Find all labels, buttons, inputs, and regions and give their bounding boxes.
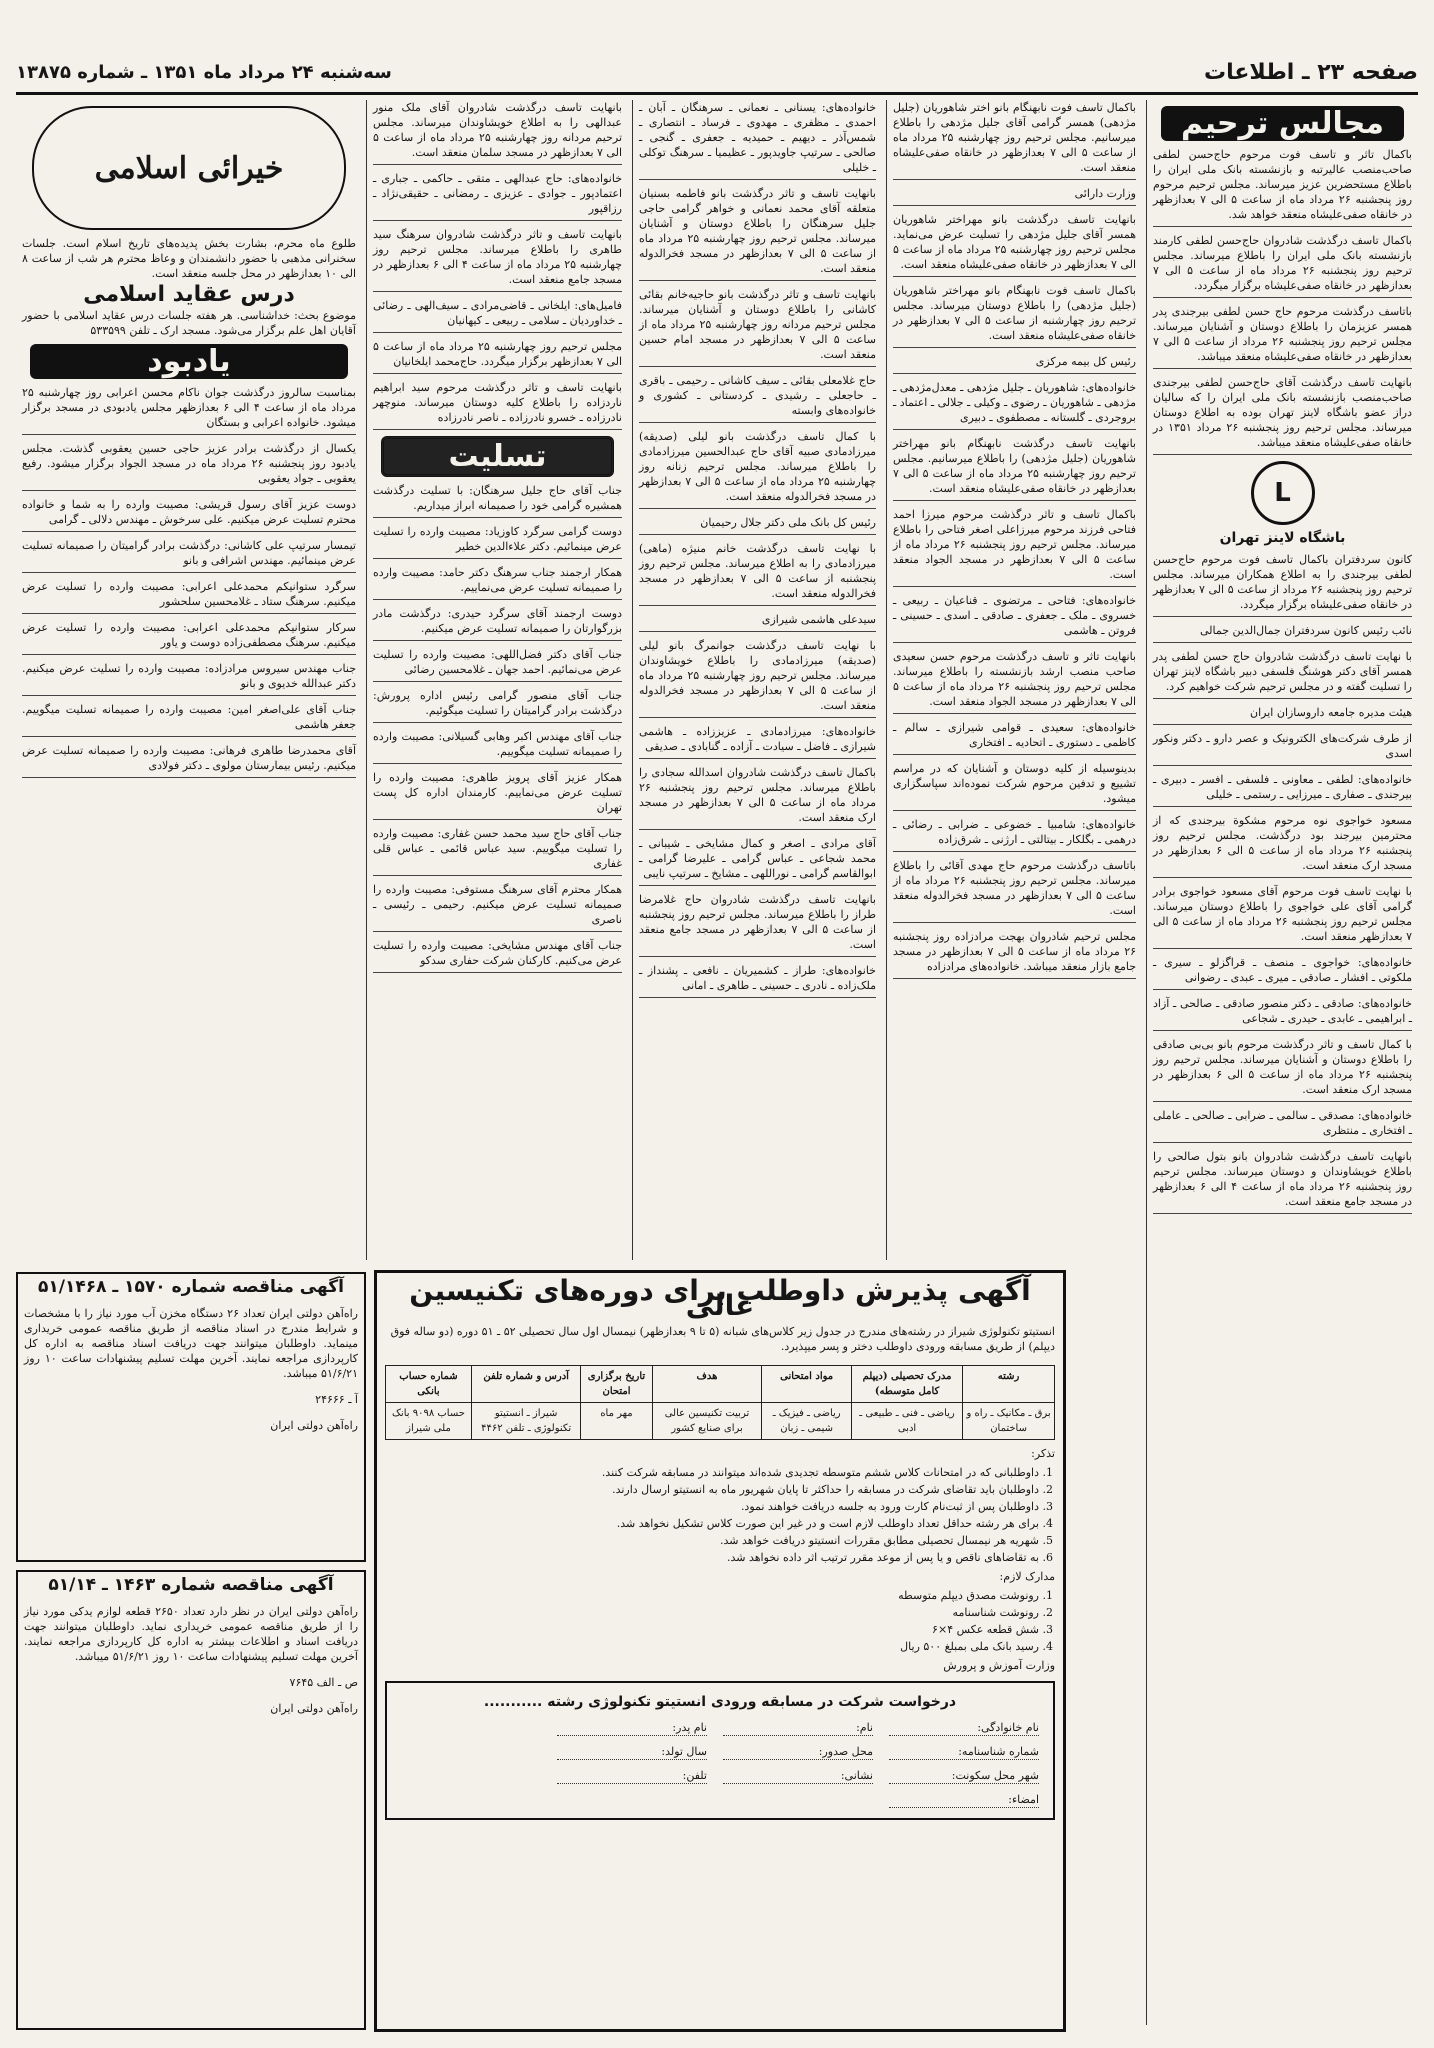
- obituary-notice: با کمال تاسف درگذشت بانو لیلی (صدیقه) میرزادمادی صبیه آقای حاج عبدالحسین میرزادمادی را باطلاع میرساند. مجلس ترحیم زنانه روز چهارشنبه ۲۵ مرداد ماه از ساعت ۵ الی ۷ بعدازظهر در مسجد فخرالدوله منعقد است.: [639, 429, 876, 509]
- notes-list: [385, 1465, 1039, 1565]
- condolence-notice: جناب آقای حاج جلیل سرهنگان: با تسلیت درگذشت همشیره گرامی خود را صمیمانه ابراز میداریم.: [373, 483, 622, 518]
- form-field[interactable]: نام:: [723, 1720, 873, 1736]
- table-row: [386, 1403, 1055, 1440]
- table-header: مدرک تحصیلی (دیپلم کامل متوسطه): [851, 1366, 962, 1403]
- table-cell: برق ـ مکانیک ـ راه و ساختمان: [963, 1403, 1055, 1440]
- obituary-notice: باکمال تاثر و تاسف فوت مرحوم حاج‌حسن لطفی صاحب‌منصب عالیرتبه و بازنشسته بانک ملی ایران را باطلاع مستحضرین عزیز میرساند. مجلس ترحیم مرحوم روز پنجشنبه ۲۶ مرداد ماه از ساعت ۵ الی ۷ بعدازظهر در خانقاه صفی‌علیشاه منعقد خواهد شد.: [1153, 147, 1412, 227]
- obituary-notice: خانواده‌های: لطفی ـ معاونی ـ فلسفی ـ افسر ـ دبیری ـ بیرجندی ـ صفاری ـ میرزایی ـ رستمی ـ خلیلی: [1153, 772, 1412, 807]
- condolence-notice: دوست ارجمند آقای سرگرد حیدری: درگذشت مادر بزرگوارتان را صمیمانه تسلیت عرض میکنیم.: [373, 606, 622, 641]
- page-number: صفحه ۲۳ ـ اطلاعات: [1203, 59, 1418, 85]
- form-field[interactable]: محل صدور:: [723, 1744, 873, 1760]
- condolence-list: [373, 483, 622, 973]
- memorial-notice: دوست عزیز آقای رسول قریشی: مصیبت وارده را به شما و خانواده محترم تسلیت عرض میکنیم. علی سرخوش ـ مهندس دلالی ـ گرامی: [22, 497, 356, 532]
- obituary-notice: آقای مرادی ـ اصغر و کمال مشایخی ـ شیبانی ـ محمد شجاعی ـ عباس گرامی ـ علیرضا گرامی ـ ابوالقاسم گرامی ـ نوراللهی ـ مشایخ ـ سرتیپ نایبی: [639, 836, 876, 886]
- form-field[interactable]: شماره شناسنامه:: [889, 1744, 1039, 1760]
- ad-table: [385, 1365, 1055, 1440]
- issue-date: سه‌شنبه ۲۴ مرداد ماه ۱۳۵۱ ـ شماره ۱۳۸۷۵: [16, 61, 392, 83]
- obituary-list: [639, 100, 876, 998]
- obituary-notice: خانواده‌های: خواجوی ـ منصف ـ قراگزلو ـ سیری ـ ملکوتی ـ افشار ـ صادقی ـ میری ـ عبدی ـ رضوانی: [1153, 955, 1412, 990]
- column-1: [1146, 100, 1418, 2025]
- note-item: 2. داوطلبان باید تقاضای شرکت در مسابقه را حداکثر تا پایان شهریور ماه به انستیتو ارسال دارند.: [385, 1482, 1039, 1497]
- condolence-notice: همکار محترم آقای سرهنگ مستوفی: مصیبت وارده را صمیمانه تسلیت عرض میکنیم. رحیمی ـ رئیسی ـ ناصری: [373, 882, 622, 932]
- column-5: [16, 100, 362, 1260]
- obituary-notice: خانواده‌های: شامبیا ـ خضوعی ـ ضرابی ـ رضائی ـ درهمی ـ بگلکار ـ بیتالتی ـ ارژنی ـ شرق‌زاده: [893, 817, 1136, 852]
- obituary-notice: بانهایت تاسف درگذشت نابهنگام بانو مهراختر شاهوریان (جلیل مژدهی) را باطلاع میرسانیم. مجلس ترحیم روز چهارشنبه ۲۵ مرداد ماه از ساعت ۵ الی ۷ بعدازظهر در خانقاه صفی‌علیشاه منعقد است.: [893, 436, 1136, 501]
- obituary-notice: رئیس کل بیمه مرکزی: [893, 354, 1136, 374]
- sub-banner: درس عقاید اسلامی: [83, 282, 295, 307]
- note-item: 6. به تقاضاهای ناقص و یا پس از موعد مقرر ترتیب اثر داده نخواهد شد.: [385, 1550, 1039, 1565]
- form-field[interactable]: شهر محل سکونت:: [889, 1768, 1039, 1784]
- ad-signature: وزارت آموزش و پرورش: [943, 1659, 1055, 1672]
- obituary-notice: بدینوسیله از کلیه دوستان و آشنایان که در مراسم تشییع و تدفین مرحوم شرکت نموده‌اند سپاسگزاری میشود.: [893, 761, 1136, 811]
- tender-notice-1: [16, 1272, 366, 1562]
- condolence-notice: جناب آقای دکتر فضل‌اللهی: مصیبت وارده را تسلیت عرض می‌نمائیم. احمد جهان ـ غلامحسین رضائی: [373, 647, 622, 682]
- condolence-notice: جناب آقای حاج سید محمد حسن غفاری: مصیبت وارده را تسلیت میگوییم. سید عباس قائمی ـ عباس قلی غفاری: [373, 826, 622, 876]
- condolence-notice: دوست گرامی سرگرد کاوزیاد: مصیبت وارده را تسلیت عرض مینمائیم. دکتر علاءالدین خطیر: [373, 524, 622, 559]
- notes-title: تذکر:: [1031, 1447, 1055, 1460]
- sermon-intro: طلوع ماه محرم، بشارت بخش پدیده‌های تاریخ اسلام است. جلسات سخنرانی مذهبی با حضور دانشمندان و وعاظ محترم هر شب از ساعت ۸ الی ۱۰ بعدازظهر در محل جلسه منعقد است.: [22, 237, 356, 280]
- obituary-notice: کانون سردفتران باکمال تاسف فوت مرحوم حاج‌حسن لطفی بیرجندی را به اطلاع همکاران میرساند. مجلس ترحیم روز پنجشنبه ۲۶ مرداد از ساعت ۵ الی ۷ بعدازظهر در خانقاه صفی‌علیشاه برگزار میگردد.: [1153, 552, 1412, 617]
- memorial-notice: یکسال از درگذشت برادر عزیز حاجی حسین یعقوبی گذشت. مجلس یادبود روز پنجشنبه ۲۶ مرداد ماه در مسجد الجواد برگزار میشود. رفیع یعقوبی ـ جواد یعقوبی: [22, 441, 356, 491]
- obituary-notice: با نهایت تاسف فوت مرحوم آقای مسعود خواجوی برادر گرامی آقای علی خواجوی را باطلاع دوستان میرساند. مجلس ترحیم روز پنجشنبه ۲۶ مرداد ماه از ساعت ۵ الی ۷ بعدازظهر منعقد است.: [1153, 884, 1412, 949]
- table-cell: مهر ماه: [581, 1403, 652, 1440]
- condolence-notice: جناب آقای مهندس مشایخی: مصیبت وارده را تسلیت عرض می‌کنیم. کارکنان شرکت حفاری سدکو: [373, 938, 622, 973]
- form-field[interactable]: نام خانوادگی:: [889, 1720, 1039, 1736]
- obituary-notice: بانهایت تاسف درگذشت بانو مهراختر شاهوریان همسر آقای جلیل مژدهی را تسلیت عرض می‌نماید. مجلس ترحیم روز چهارشنبه ۲۵ مرداد ماه از ساعت ۵ الی ۷ بعدازظهر در خانقاه صفی‌علیشاه منعقد است.: [893, 212, 1136, 277]
- obituary-notice: مجلس ترحیم شادروان بهجت مرادزاده روز پنجشنبه ۲۶ مرداد ماه از ساعت ۵ الی ۷ بعدازظهر در مسجد جامع بازار منعقد میباشد. خانواده‌های مرادزاده: [893, 929, 1136, 979]
- doc-item: 1. رونوشت مصدق دیپلم متوسطه: [385, 1588, 1039, 1603]
- memorial-notice: سرکار ستوانیکم محمدعلی اعرابی: مصیبت وارده را تسلیت عرض میکنیم. سرهنگ مصطفی‌زاده دوست و یاور: [22, 620, 356, 655]
- tender-title: آگهی مناقصه شماره ۱۴۶۳ ـ ۵۱/۱۴: [48, 1575, 334, 1595]
- doc-item: 4. رسید بانک ملی بمبلغ ۵۰۰ ریال: [385, 1639, 1039, 1654]
- obituary-notice: با کمال تاسف و تاثر درگذشت مرحوم بانو بی‌بی صادقی را باطلاع دوستان و آشنایان میرساند. مجلس ترحیم روز پنجشنبه ۲۶ مرداد ماه از ساعت ۵ الی ۶ بعدازظهر در مسجد ارک منعقد است.: [1153, 1037, 1412, 1102]
- obituary-notice: نائب رئیس کانون سردفتران جمال‌الدین جمالی: [1153, 623, 1412, 643]
- obituary-notice: باکمال تاسف درگذشت شادروان حاج‌حسن لطفی کارمند بازنشسته بانک ملی ایران را باطلاع میرساند. مجلس ترحیم روز پنجشنبه ۲۶ مرداد ماه از ساعت ۵ الی ۷ بعدازظهر در خانقاه صفی‌علیشاه برگزار میگردد.: [1153, 233, 1412, 298]
- ad-subtitle: انستیتو تکنولوژی شیراز در رشته‌های مندرج در جدول زیر کلاس‌های شبانه (۵ تا ۹ بعدازظهر) نیمسال اول سال تحصیلی ۵۲ ـ ۵۱ دوره (دو ساله فوق دیپلم) از طریق مسابقه ورودی داوطلب دختر و پسر میپذیرد.: [390, 1325, 1055, 1353]
- obituary-notice: مجلس ترحیم روز چهارشنبه ۲۵ مرداد ماه از ساعت ۵ الی ۷ بعدازظهر برگزار میگردد. حاج‌محمد ایلخانیان: [373, 339, 622, 374]
- obituary-notice: بانهایت تاسف درگذشت آقای حاج‌حسن لطفی بیرجندی صاحب‌منصب بازنشسته بانک ملی ایران را که سالیان دراز عضو باشگاه لاینز تهران بوده به اطلاع دوستان میرساند. مجلس ترحیم روز پنجشنبه ۲۶ مرداد ۱۳۵۱ در خانقاه صفی‌علیشاه منعقد میباشد.: [1153, 375, 1412, 455]
- column-4: [366, 100, 628, 1260]
- obituary-notice: بانهایت تاسف درگذشت شادروان آقای ملک منور عبدالهی را به اطلاع خویشاوندان میرساند. مجلس ترحیم مردانه روز چهارشنبه ۲۵ مرداد ماه از ساعت ۵ الی ۷ بعدازظهر در مسجد سلمان منعقد است.: [373, 100, 622, 165]
- obituary-notice: رئیس کل بانک ملی دکتر جلال رحیمیان: [639, 515, 876, 535]
- form-field[interactable]: امضاء:: [889, 1792, 1039, 1808]
- obituary-notice: هیئت مدیره جامعه داروسازان ایران: [1153, 705, 1412, 725]
- condolence-banner: تسلیت: [381, 436, 614, 477]
- obituary-notice: با نهایت تاسف درگذشت شادروان حاج حسن لطفی پدر همسر آقای دکتر هوشنگ فلسفی دبیر باشگاه لاینز تهران را تسلیت گفته و در مجلس ترحیم شرکت خواهیم کرد.: [1153, 649, 1412, 699]
- tender-sign: راه‌آهن دولتی ایران: [270, 1419, 358, 1432]
- obituary-notice: باکمال تاسف فوت نابهنگام بانو اختر شاهوریان (جلیل مژدهی) همسر گرامی آقای جلیل مژدهی را باطلاع میرسانیم. مجلس ترحیم روز چهارشنبه ۲۵ مرداد ماه از ساعت ۵ الی ۷ بعدازظهر در خانقاه صفی‌علیشاه منعقد است.: [893, 100, 1136, 180]
- obituary-notice: بانهایت تاثر و تاسف درگذشت مرحوم حسن سعیدی صاحب منصب ارشد بازنشسته را باطلاع میرساند. مجلس ترحیم روز پنجشنبه ۲۶ مرداد ماه از ساعت ۵ الی ۷ بعدازظهر در مسجد الجواد منعقد است.: [893, 649, 1136, 714]
- table-header: مواد امتحانی: [762, 1366, 851, 1403]
- tender-sign: راه‌آهن دولتی ایران: [270, 1702, 358, 1715]
- obituary-notice: بانهایت تاسف و تاثر درگذشت بانو فاطمه بسنیان متعلقه آقای محمد نعمانی و خواهر گرامی حاجی جلیل سرهنگان را باطلاع دوستان و آشنایان میرساند. مجلس ترحیم روز چهارشنبه ۲۵ مرداد ماه از ساعت ۵ الی ۷ بعدازظهر در مسجد فخرالدوله منعقد است.: [639, 186, 876, 281]
- obituary-notice: خانواده‌های: مصدقی ـ سالمی ـ ضرابی ـ صالحی ـ عاملی ـ افتخاری ـ منتظری: [1153, 1108, 1412, 1143]
- obituary-list: [893, 100, 1136, 979]
- admission-ad: [374, 1270, 1066, 2032]
- obituary-notice: باکمال تاسف درگذشت شادروان اسدالله سجادی را باطلاع میرساند. مجلس ترحیم روز پنجشنبه ۲۶ مرداد ماه از ساعت ۵ الی ۷ بعدازظهر در مسجد ارک منعقد است.: [639, 765, 876, 830]
- form-field[interactable]: تلفن:: [557, 1768, 707, 1784]
- condolence-notice: جناب آقای مهندس اکبر وهابی گسیلانی: مصیبت وارده را صمیمانه تسلیت میگوییم.: [373, 729, 622, 764]
- docs-title: مدارک لازم:: [999, 1570, 1055, 1583]
- memorial-notice: بمناسبت سالروز درگذشت جوان ناکام محسن اعرابی روز چهارشنبه ۲۵ مرداد ماه از ساعت ۴ الی ۶ بعدازظهر مجلس یادبودی در مسجد برگزار میشود. خانواده اعرابی و بستگان: [22, 385, 356, 435]
- table-header: شماره حساب بانکی: [386, 1366, 472, 1403]
- obituary-banner: مجالس ترحیم: [1161, 106, 1404, 141]
- obituary-notice: خانواده‌های: حاج عبدالهی ـ متقی ـ حاکمی ـ جباری ـ اعتمادپور ـ جوادی ـ عزیزی ـ رمضانی ـ حقیقی‌نژاد ـ رزاقپور: [373, 171, 622, 221]
- memorial-banner: یادبود: [30, 344, 348, 379]
- condolence-notice: جناب آقای منصور گرامی رئیس اداره پرورش: درگذشت برادر گرامیتان را تسلیت میگوئیم.: [373, 688, 622, 723]
- form-field[interactable]: نام پدر:: [557, 1720, 707, 1736]
- note-item: 5. شهریه هر نیمسال تحصیلی مطابق مقررات انستیتو دریافت خواهد شد.: [385, 1533, 1039, 1548]
- table-cell: تربیت تکنیسین عالی برای صنایع کشور: [652, 1403, 762, 1440]
- obituary-notice: باتاسف درگذشت مرحوم حاج مهدی آقائی را باطلاع میرساند. مجلس ترحیم روز پنجشنبه ۲۶ مرداد ماه از ساعت ۵ الی ۷ بعدازظهر در مسجد فخرالدوله منعقد است.: [893, 858, 1136, 923]
- tender-ref: ص ـ الف ۷۶۴۵: [289, 1676, 358, 1689]
- obituary-notice: سیدعلی هاشمی شیرازی: [639, 612, 876, 632]
- obituary-list: [1153, 147, 1412, 455]
- obituary-notice: خانواده‌های: میرزادمادی ـ عزیززاده ـ هاشمی شیرازی ـ فاضل ـ سیادت ـ آزاده ـ گنابادی ـ صدیقی: [639, 724, 876, 759]
- form-field[interactable]: سال تولد:: [557, 1744, 707, 1760]
- obituary-list: [373, 100, 622, 430]
- column-2: [886, 100, 1142, 1260]
- obituary-notice: خانواده‌های: شاهوریان ـ جلیل مژدهی ـ معدل‌مژدهی ـ مژدهی ـ شاهوریان ـ رضوی ـ وکیلی ـ جلالی ـ اعتماد ـ بروجردی ـ گلستانه ـ مصطفوی ـ دبیری: [893, 380, 1136, 430]
- obituary-notice: خانواده‌های: طراز ـ کشمیریان ـ نافعی ـ پشنداز ـ ملک‌زاده ـ نادری ـ حسینی ـ طاهری ـ امانی: [639, 963, 876, 998]
- memorial-notice: جناب مهندس سیروس مرادزاده: مصیبت وارده را تسلیت عرض میکنیم. دکتر عبدالله خدیوی و بانو: [22, 661, 356, 696]
- form-title: درخواست شرکت در مسابقه ورودی انستیتو تکنولوژی رشته ...........: [483, 1694, 957, 1710]
- islamic-emblem: خیرائی اسلامی: [32, 106, 346, 230]
- obituary-notice: باتاسف درگذشت مرحوم حاج حسن لطفی بیرجندی پدر همسر عزیزمان را باطلاع دوستان و آشنایان میرساند. مجلس ترحیم روز پنجشنبه ۲۶ مرداد از ساعت ۵ الی ۷ بعدازظهر در خانقاه صفی‌علیشاه منعقد میباشد.: [1153, 304, 1412, 369]
- obituary-notice: خانواده‌های: سعیدی ـ قوامی شیرازی ـ سالم ـ کاظمی ـ دستوری ـ اتحادیه ـ افتخاری: [893, 720, 1136, 755]
- memorial-notice: تیمسار سرتیپ علی کاشانی: درگذشت برادر گرامیتان را صمیمانه تسلیت عرض مینمائیم. مهندس اشرافی و بانو: [22, 538, 356, 573]
- club-signature: باشگاه لاینز تهران: [1219, 530, 1346, 546]
- obituary-notice: بانهایت تاسف و تاثر درگذشت مرحوم سید ابراهیم ناردزاده را باطلاع کلیه دوستان میرساند. منوچهر نادرزاده ـ خسرو نادرزاده ـ ناصر نادرزاده: [373, 380, 622, 430]
- tender-text: راه‌آهن دولتی ایران در نظر دارد تعداد ۲۶۵۰ قطعه لوازم یدکی مورد نیاز را از طریق مناقصه عمومی خریداری نماید. داوطلبان میتوانند جهت دریافت اسناد و اطلاعات بیشتر به اداره کل کارپردازی مراجعه نمایند. آخرین مهلت تسلیم پیشنهادات ساعت ۱۰ روز ۵۱/۶/۲۱ میباشد.: [24, 1605, 358, 1663]
- obituary-notice: با نهایت تاسف درگذشت خانم منیژه (ماهی) میرزادمادی را به اطلاع میرساند. مجلس ترحیم روز پنجشنبه از ساعت ۵ الی ۷ بعدازظهر در مسجد فخرالدوله منعقد است.: [639, 541, 876, 606]
- memorial-list: [22, 385, 356, 778]
- tender-ref: آ ـ ۲۴۶۶۶: [315, 1393, 358, 1406]
- table-cell: شیراز ـ انستیتو تکنولوژی ـ تلفن ۴۴۶۲: [471, 1403, 580, 1440]
- note-item: 3. داوطلبان پس از ثبت‌نام کارت ورود به جلسه دریافت خواهند نمود.: [385, 1499, 1039, 1514]
- table-cell: حساب ۹۰۹۸ بانک ملی شیراز: [386, 1403, 472, 1440]
- obituary-notice: خانواده‌های: فتاحی ـ مرتضوی ـ قناعیان ـ ربیعی ـ خسروی ـ ملک ـ جعفری ـ صادقی ـ اسدی ـ حسینی ـ فروتن ـ هاشمی: [893, 593, 1136, 643]
- note-item: 4. برای هر رشته حداقل تعداد داوطلب لازم است و در غیر این صورت کلاس تشکیل نخواهد شد.: [385, 1516, 1039, 1531]
- doc-item: 3. شش قطعه عکس ۴×۶: [385, 1622, 1039, 1637]
- obituary-notice: مسعود خواجوی نوه مرحوم مشکوة بیرجندی که از محترمین بیرجند بود درگذشت. مجلس ترحیم روز پنجشنبه ۲۶ مرداد ماه از ساعت ۵ الی ۶ بعدازظهر در مسجد ارک منعقد است.: [1153, 813, 1412, 878]
- obituary-notice: فامیل‌های: ایلخانی ـ قاضی‌مرادی ـ سیف‌الهی ـ رضائی ـ خداوردیان ـ سلامی ـ ربیعی ـ کیهانیان: [373, 298, 622, 333]
- table-header: تاریخ برگزاری امتحان: [581, 1366, 652, 1403]
- tender-text: راه‌آهن دولتی ایران تعداد ۲۶ دستگاه مخزن آب مورد نیاز را با مشخصات و شرایط مندرج در اسناد مناقصه از طریق مناقصه عمومی خریداری مینماید. داوطلبان میتوانند جهت دریافت اسناد مناقصه به اداره کل کارپردازی مراجعه نمایند. آخرین مهلت تسلیم پیشنهادات ساعت ۱۰ روز ۵۱/۶/۲۱ میباشد.: [24, 1307, 358, 1380]
- ad-title: آگهی پذیرش داوطلب برای دوره‌های تکنیسین عالی: [409, 1274, 1031, 1322]
- sub-text: موضوع بحث: خداشناسی. هر هفته جلسات درس عقاید اسلامی با حضور آقایان اهل علم برگزار می‌شود. مسجد ارک ـ تلفن ۵۳۳۵۹۹: [22, 309, 356, 337]
- table-cell: ریاضی ـ فنی ـ طبیعی ـ ادبی: [851, 1403, 962, 1440]
- tender-title: آگهی مناقصه شماره ۱۵۷۰ ـ ۵۱/۱۴۶۸: [38, 1277, 344, 1297]
- condolence-notice: همکار ارجمند جناب سرهنگ دکتر حامد: مصیبت وارده را صمیمانه تسلیت عرض می‌نماییم.: [373, 565, 622, 600]
- obituary-notice: از طرف شرکت‌های الکترونیک و عصر دارو ـ دکتر ونکور اسدی: [1153, 731, 1412, 766]
- table-header: آدرس و شماره تلفن: [471, 1366, 580, 1403]
- table-header: رشته: [963, 1366, 1055, 1403]
- obituary-notice: بانهایت تاسف و تاثر درگذشت شادروان سرهنگ سید طاهری را باطلاع میرساند. مجلس ترحیم روز چهارشنبه ۲۵ مرداد ماه از ساعت ۴ الی ۶ بعدازظهر در مسجد جامع منعقد است.: [373, 227, 622, 292]
- obituary-notice: وزارت دارائی: [893, 186, 1136, 206]
- memorial-notice: آقای محمدرضا طاهری فرهانی: مصیبت وارده را صمیمانه تسلیت عرض میکنیم. رئیس بیمارستان مولوی ـ دکتر فولادی: [22, 743, 356, 778]
- application-form: [385, 1681, 1055, 1820]
- table-cell: ریاضی ـ فیزیک ـ شیمی ـ زبان: [762, 1403, 851, 1440]
- obituary-notice: بانهایت تاسف درگذشت شادروان بانو بتول صالحی را باطلاع خویشاوندان و دوستان میرساند. مجلس ترحیم روز پنجشنبه ۲۶ مرداد ماه از ساعت ۴ الی ۶ بعدازظهر در مسجد جامع منعقد است.: [1153, 1149, 1412, 1214]
- condolence-notice: همکار عزیز آقای پرویز طاهری: مصیبت وارده را تسلیت عرض می‌نماییم. کارمندان اداره کل پست تهران: [373, 770, 622, 820]
- obituary-notice: باکمال تاسف و تاثر درگذشت مرحوم میرزا احمد فتاحی فرزند مرحوم میرزاعلی اصغر فتاحی را باطلاع میرساند. مجلس ترحیم روز پنجشنبه ۲۶ مرداد ماه از ساعت ۵ الی ۷ بعدازظهر در مسجد الجواد منعقد است.: [893, 507, 1136, 587]
- obituary-notice: بانهایت تاسف درگذشت شادروان حاج غلامرضا طراز را باطلاع میرساند. مجلس ترحیم روز پنجشنبه از ساعت ۵ الی ۷ بعدازظهر در مسجد جامع منعقد است.: [639, 892, 876, 957]
- tender-notice-2: [16, 1570, 366, 2030]
- obituary-notice: بانهایت تاسف و تاثر درگذشت بانو حاجیه‌خانم بقائی کاشانی را باطلاع دوستان و آشنایان میرساند. مجلس ترحیم مردانه روز چهارشنبه ۲۵ مرداد ماه از ساعت ۵ الی ۷ بعدازظهر در مسجد امام حسین منعقد است.: [639, 287, 876, 367]
- obituary-notice: خانواده‌های: صادقی ـ دکتر منصور صادقی ـ صالحی ـ آزاد ـ ابراهیمی ـ عابدی ـ حیدری ـ شجاعی: [1153, 996, 1412, 1031]
- table-header: هدف: [652, 1366, 762, 1403]
- lions-club-emblem: L: [1251, 461, 1315, 525]
- obituary-notice: با نهایت تاسف درگذشت جوانمرگ بانو لیلی (صدیقه) میرزادمادی را باطلاع خویشاوندان میرساند. مجلس ترحیم روز چهارشنبه ۲۵ مرداد ماه از ساعت ۵ الی ۷ بعدازظهر در مسجد فخرالدوله منعقد است.: [639, 638, 876, 718]
- obituary-list-2: [1153, 552, 1412, 1214]
- page-header: [16, 52, 1418, 95]
- form-field[interactable]: نشانی:: [723, 1768, 873, 1784]
- memorial-notice: سرگرد ستوانیکم محمدعلی اعرابی: مصیبت وارده را تسلیت عرض میکنیم. سرهنگ ستاد ـ غلامحسین سلحشور: [22, 579, 356, 614]
- obituary-notice: حاج غلامعلی بقائی ـ سیف کاشانی ـ رحیمی ـ باقری ـ حاجعلی ـ رشیدی ـ کردستانی ـ کشوری و خانواده‌های وابسته: [639, 373, 876, 423]
- column-3: [632, 100, 882, 1260]
- obituary-notice: باکمال تاسف فوت نابهنگام بانو مهراختر شاهوریان (جلیل مژدهی) را باطلاع دوستان میرساند. مجلس ترحیم روز چهارشنبه از ساعت ۵ الی ۷ بعدازظهر در خانقاه صفی‌علیشاه منعقد است.: [893, 283, 1136, 348]
- obituary-notice: خانواده‌های: یسنانی ـ نعمانی ـ سرهنگان ـ آبان ـ احمدی ـ مظفری ـ مهدوی ـ فرساد ـ انتصاری ـ شمس‌آذر ـ دیهیم ـ حمیدیه ـ جعفری ـ گنجی ـ صالحی ـ سرتیپ جاویدپور ـ عظیمیا ـ سرهنگ توکلی ـ خلیلی: [639, 100, 876, 180]
- doc-item: 2. رونوشت شناسنامه: [385, 1605, 1039, 1620]
- note-item: 1. داوطلبانی که در امتحانات کلاس ششم متوسطه تجدیدی شده‌اند میتوانند در مسابقه شرکت کنند.: [385, 1465, 1039, 1480]
- docs-list: [385, 1588, 1039, 1654]
- memorial-notice: جناب آقای علی‌اصغر امین: مصیبت وارده را صمیمانه تسلیت میگوییم. جعفر هاشمی: [22, 702, 356, 737]
